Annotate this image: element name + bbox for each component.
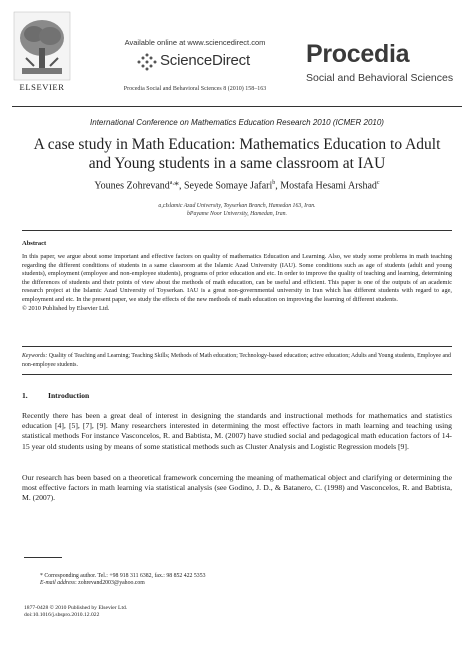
section-number: 1. [22,391,28,400]
email-label: E-mail address [40,580,76,587]
abstract-heading: Abstract [22,240,47,247]
elsevier-tree-logo [12,10,72,85]
abstract-body [22,253,452,313]
author-list [12,180,462,191]
footer-copyright [24,605,127,619]
section-heading [22,391,89,400]
footnote [40,573,206,588]
keywords-text: Quality of Teaching and Learning; Teaching Skills; Methods of Math education; Technology-based education; active education; Adults and Young students, Employee and non-employee students. [22,353,451,368]
header-rule [12,106,462,107]
journal-citation: Procedia Social and Behavioral Sciences 8 (2010) 158–163 [123,86,267,92]
paper-title [20,135,454,173]
author-1-star: * [173,180,179,192]
keywords-bottom-rule [22,374,452,375]
intro-paragraph-2: Our research has been based on a theoretical framework concerning the meaning of mathematical object and clarifying or determining the most effective factors in math learning via statistical analysis (see Godino, J. D., & Batanero, C. (1998) and Vasconcelos, R. and Babtista, M. (2007). [22,473,452,503]
keywords-label: Keywords: [22,353,48,359]
journal-title: Procedia [306,40,410,68]
title-line-2: and Young students in a same classroom at IAU [88,155,386,172]
abstract-top-rule [22,230,452,231]
author-3-affil: c [376,180,380,186]
sciencedirect-name: ScienceDirect [160,52,250,69]
doi-line: doi:10.1016/j.sbspro.2010.12.022 [24,612,100,619]
keywords [22,352,452,369]
sciencedirect-logo-icon [136,52,158,72]
abstract-copyright: © 2010 Published by Elsevier Ltd. [22,304,110,312]
author-1: Younes Zohrevand [94,180,170,192]
publisher-name: ELSEVIER [19,82,65,92]
section-title: Introduction [48,391,90,400]
author-1-affil: a, [169,180,174,186]
issn-line: 1877-0428 © 2010 Published by Elsevier Ltd. [24,605,128,611]
author-2: , Seyede Somaye Jafari [178,180,273,192]
email-address: : zohrevand2003@yahoo.com [75,580,145,587]
keywords-top-rule [22,346,452,347]
author-3: , Mostafa Hesami Arshad [275,180,377,192]
affiliation-2: bPayame Noor University, Hamedan, Iran. [187,211,287,217]
available-online-text: Available online at www.sciencedirect.com [124,38,266,47]
title-line-1: A case study in Math Education: Mathematics Education to Adult [33,136,441,153]
affiliation-1: a,cIslamic Azad University, Toyserkan Branch, Hamedan 163, Iran. [158,203,316,209]
author-2-affil: b [272,180,276,186]
conference-name: International Conference on Mathematics Education Research 2010 (ICMER 2010) [90,118,384,127]
corresponding-author: * Corresponding author. Tel.: +98 918 311 6382, fax.: 98 852 422 5353 [40,573,206,579]
journal-subtitle: Social and Behavioral Sciences [306,72,454,84]
abstract-text: In this paper, we argue about some important and effective factors on quality of mathematics Education and Learning. Also, we study some problems in math teaching regarding the different conditions of students in a same classroom at the Islamic Azad University (IAU). Some conditions such as age of students (adult and young students), employment (employee and non-employee students), programs of prior education and etc. In order to improve the quality of teaching and learning, determining the differences of students and their points of view about the methods of math education, can be useful and efficient. This paper is one of the outputs of an academic research project at the Islamic Azad University of Toyserkan. IAU is a great non-governmental university in Iran which has different students with regard to age, employment and etc. In the present paper, we study the effects of the new methods of math education on improving the learning of different students. [22,253,452,303]
intro-paragraph-1: Recently there has been a great deal of interest in designing the standards and instructional methods for mathematics and statistics education [4], [5], [7], [9]. Many researchers interested in determining the most effective factors in math learning and teaching using statistical methods For instance Vasconcelos, R. and Babtista, M. (2007) have studied social and pedagogical math education factors of 14-15 year old students using by means of some statistical methods such as Cluster Analysis and Logistic Regression models [9]. [22,411,452,451]
footnote-rule [24,557,62,558]
